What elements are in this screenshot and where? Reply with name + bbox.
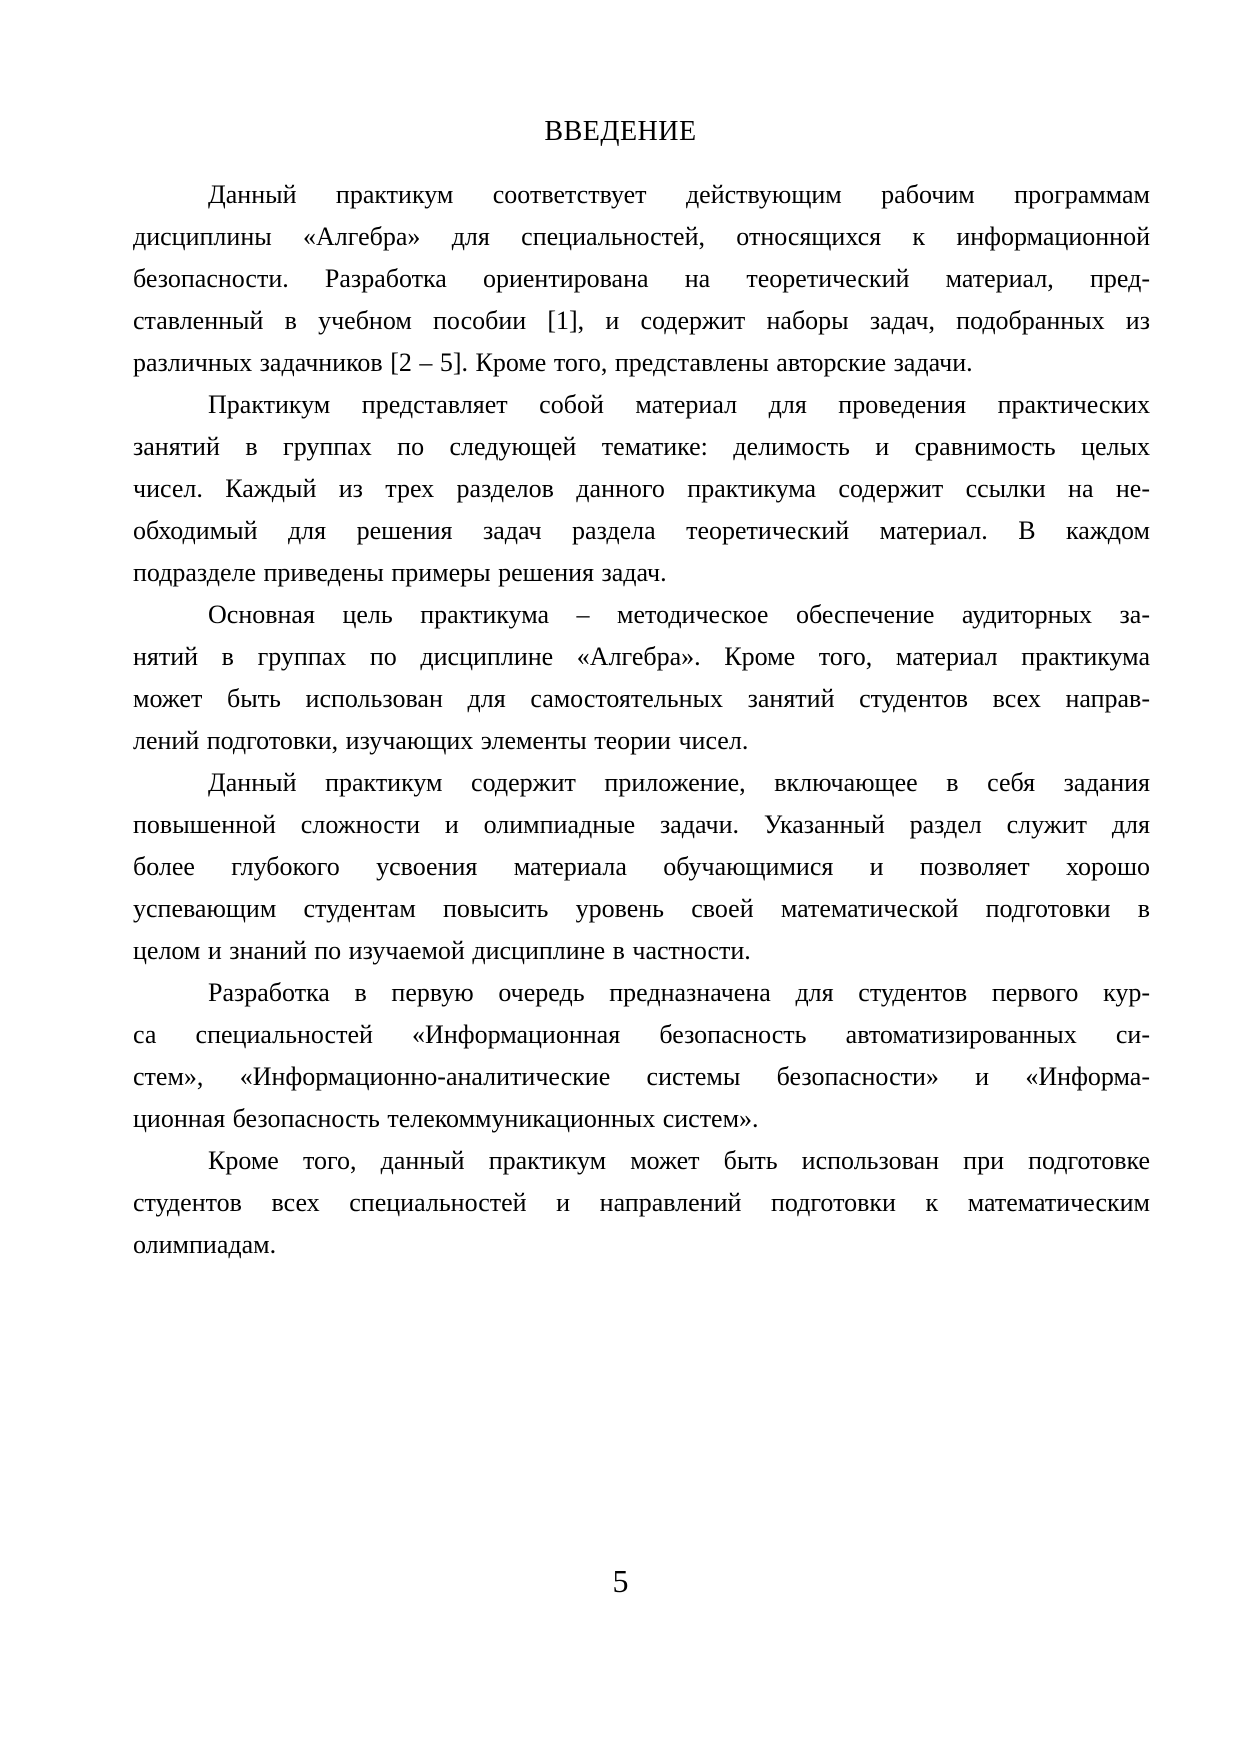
paragraph-line: са специальностей «Информационная безопасность автоматизированных си- <box>133 1020 1150 1049</box>
paragraph-line: Данный практикум соответствует действующим рабочим программам <box>208 180 1150 209</box>
paragraph <box>133 1140 1150 1266</box>
paragraph-line: Основная цель практикума – методическое обеспечение аудиторных за- <box>208 600 1150 629</box>
paragraph-line: успевающим студентам повысить уровень своей математической подготовки в <box>133 894 1150 923</box>
paragraph-line: Кроме того, данный практикум может быть использован при подготовке <box>208 1146 1150 1175</box>
paragraph-line: ставленный в учебном пособии [1], и содержит наборы задач, подобранных из <box>133 306 1150 335</box>
paragraph-line: целом и знаний по изучаемой дисциплине в частности. <box>133 936 751 965</box>
paragraph-line: олимпиадам. <box>133 1230 277 1259</box>
paragraph-line: безопасности. Разработка ориентирована на теоретический материал, пред- <box>133 264 1150 293</box>
paragraph-line: повышенной сложности и олимпиадные задачи. Указанный раздел служит для <box>133 810 1150 839</box>
paragraph-line: дисциплины «Алгебра» для специальностей, относящихся к информационной <box>133 222 1150 251</box>
paragraph <box>133 384 1150 594</box>
paragraph-line: нятий в группах по дисциплине «Алгебра». Кроме того, материал практикума <box>133 642 1150 671</box>
paragraph-line: ционная безопасность телекоммуникационных систем». <box>133 1104 759 1133</box>
paragraph-line: лений подготовки, изучающих элементы теории чисел. <box>133 726 749 755</box>
page-title: ВВЕДЕНИЕ <box>544 116 697 147</box>
paragraph-line: обходимый для решения задач раздела теоретический материал. В каждом <box>133 516 1150 545</box>
paragraph <box>133 174 1150 384</box>
page-number: 5 <box>612 1563 629 1599</box>
paragraph-line: Практикум представляет собой материал для проведения практических <box>208 390 1150 419</box>
paragraph <box>133 972 1150 1140</box>
paragraph-line: Данный практикум содержит приложение, включающее в себя задания <box>208 768 1150 797</box>
paragraph-line: Разработка в первую очередь предназначена для студентов первого кур- <box>208 978 1150 1007</box>
paragraph-line: подразделе приведены примеры решения задач. <box>133 558 667 587</box>
paragraph <box>133 762 1150 972</box>
paragraph-line: различных задачников [2 – 5]. Кроме того, представлены авторские задачи. <box>133 348 973 377</box>
document-body <box>133 174 1150 1266</box>
paragraph-line: более глубокого усвоения материала обучающимися и позволяет хорошо <box>133 852 1150 881</box>
paragraph-line: может быть использован для самостоятельных занятий студентов всех направ- <box>133 684 1150 713</box>
paragraph <box>133 594 1150 762</box>
paragraph-line: стем», «Информационно-аналитические системы безопасности» и «Информа- <box>133 1062 1150 1091</box>
paragraph-line: студентов всех специальностей и направлений подготовки к математическим <box>133 1188 1150 1217</box>
paragraph-line: чисел. Каждый из трех разделов данного практикума содержит ссылки на не- <box>133 474 1150 503</box>
paragraph-line: занятий в группах по следующей тематике: делимость и сравнимость целых <box>133 432 1150 461</box>
